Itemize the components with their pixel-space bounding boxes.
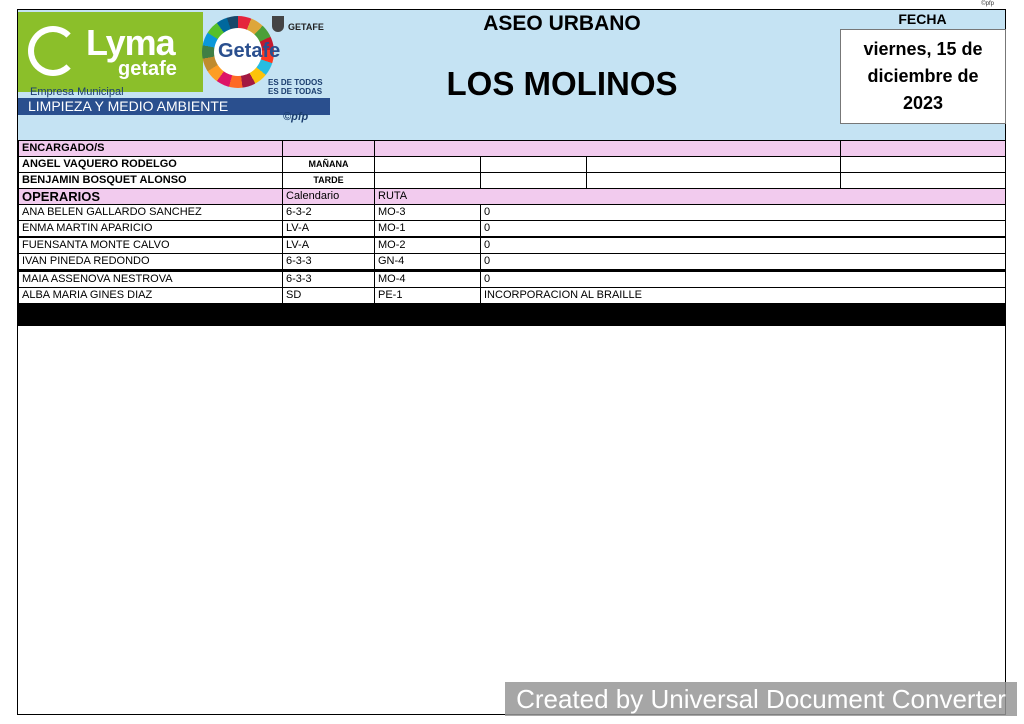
encargado-name: BENJAMIN BOSQUET ALONSO [19,173,283,189]
lyma-word: Lyma [86,22,175,63]
lyma-sub: getafe [118,58,177,80]
operario-ruta: PE-1 [375,288,481,304]
operario-observacion: 0 [481,221,1006,237]
operario-row [19,254,1006,270]
operario-row [19,238,1006,254]
operario-observacion: INCORPORACION AL BRAILLE [481,288,1006,304]
fecha-box [840,29,1006,124]
operario-observacion: 0 [481,254,1006,270]
operario-calendario: 6-3-3 [283,272,375,288]
operario-calendario: LV-A [283,221,375,237]
operario-row [19,221,1006,237]
operario-name: IVAN PINEDA REDONDO [19,254,283,270]
corner-mark: ©pfp [981,1,994,7]
getafe-small: GETAFE [288,22,324,32]
fecha-value: viernes, 15 de diciembre de 2023 [863,39,983,113]
pfp-mark: ©pfp [283,111,309,123]
roster-table [18,140,1006,326]
col-calendario: Calendario [283,189,375,205]
encargados-label: ENCARGADO/S [19,141,283,157]
operarios-header-row [19,189,1006,205]
operario-row [19,205,1006,221]
blank-row [19,325,1006,326]
operario-name: ANA BELEN GALLARDO SANCHEZ [19,205,283,221]
col-ruta: RUTA [375,189,1006,205]
operario-calendario: 6-3-3 [283,254,375,270]
operario-name: MAIA ASSENOVA NESTROVA [19,272,283,288]
limpieza-label: LIMPIEZA Y MEDIO AMBIENTE [18,98,330,115]
operario-name: ENMA MARTIN APARICIO [19,221,283,237]
lyma-swirl-icon [28,26,78,76]
fecha-label: FECHA [898,11,947,27]
operario-name: ALBA MARIA GINES DIAZ [19,288,283,304]
encargado-row [19,173,1006,189]
operario-row [19,272,1006,288]
operario-calendario: LV-A [283,238,375,254]
encargados-header-row [19,141,1006,157]
operario-ruta: GN-4 [375,254,481,270]
operario-ruta: MO-3 [375,205,481,221]
header-band [18,10,1005,141]
location-title: LOS MOLINOS [446,65,678,102]
encargado-row [19,157,1006,173]
operario-row [19,288,1006,304]
encargado-turno: TARDE [283,173,375,189]
watermark: Created by Universal Document Converter [505,682,1017,716]
operario-name: FUENSANTA MONTE CALVO [19,238,283,254]
operario-observacion: 0 [481,238,1006,254]
encargado-turno: MAÑANA [283,157,375,173]
page-title: ASEO URBANO [483,12,641,35]
es-de-todos [268,78,323,96]
lyma-logo [18,12,203,92]
operario-ruta: MO-1 [375,221,481,237]
encargado-name: ANGEL VAQUERO RODELGO [19,157,283,173]
operarios-label: OPERARIOS [19,189,283,205]
getafe-word: Getafe [218,40,281,62]
operario-observacion: 0 [481,272,1006,288]
operario-ruta: MO-2 [375,238,481,254]
logo-block [18,12,330,123]
empresa-label: Empresa Municipal [30,86,124,98]
es-de-todos-line2: ES DE TODAS [268,87,323,96]
operario-observacion: 0 [481,205,1006,221]
operario-calendario: 6-3-2 [283,205,375,221]
operario-ruta: MO-4 [375,272,481,288]
getafe-shield-icon [272,16,284,32]
es-de-todos-line1: ES DE TODOS [268,78,323,87]
sheet [17,9,1006,715]
operario-calendario: SD [283,288,375,304]
